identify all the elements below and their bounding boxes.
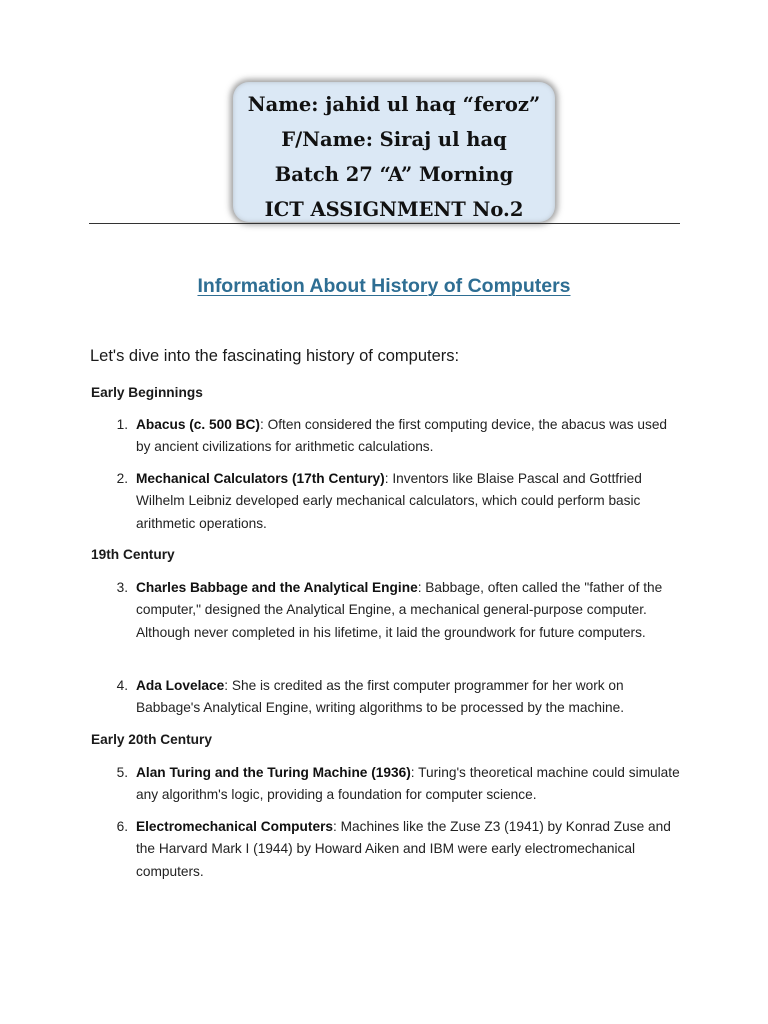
list-item: [108, 414, 680, 459]
list-item-term: Ada Lovelace: [136, 678, 225, 693]
list-item: [108, 762, 680, 807]
header-divider: [89, 223, 680, 224]
section-heading-early-20th-century: Early 20th Century: [91, 732, 212, 747]
section-heading-early-beginnings: Early Beginnings: [91, 385, 203, 400]
list-number: 2.: [116, 471, 128, 486]
list-item: [108, 577, 680, 644]
intro-paragraph: Let's dive into the fascinating history of computers:: [90, 347, 460, 365]
list-item-text: : Babbage, often called the "father of the computer," designed the Analytical Engine, a mechanical general-purpose computer. Although never completed in his lifetime, it laid the groundwork for future computers.: [136, 580, 663, 640]
list-item-term: Alan Turing and the Turing Machine (1936): [136, 765, 411, 780]
section-heading-19th-century: 19th Century: [91, 547, 175, 562]
batch-info: Batch 27 “A” Morning: [274, 163, 514, 186]
list-item: [108, 468, 680, 535]
document-title: Information About History of Computers: [197, 275, 571, 297]
list-number: 4.: [116, 678, 128, 693]
student-name: Name: jahid ul haq “feroz”: [247, 93, 541, 116]
list-item-term: Charles Babbage and the Analytical Engine: [136, 580, 418, 595]
father-name: F/Name: Siraj ul haq: [281, 128, 507, 151]
list-item-text: : She is credited as the first computer programmer for her work on Babbage's Analytical Engine, writing algorithms to be processed by the machine.: [136, 678, 625, 716]
list-number: 5.: [116, 765, 128, 780]
list-item-term: Mechanical Calculators (17th Century): [136, 471, 385, 486]
assignment-title: ICT ASSIGNMENT No.2: [264, 198, 524, 221]
list-item-text: : Inventors like Blaise Pascal and Gottfried Wilhelm Leibniz developed early mechanical calculators, which could perform basic arithmetic operations.: [136, 471, 642, 531]
student-info-box: [233, 82, 555, 222]
list-item-term: Abacus (c. 500 BC): [136, 417, 260, 432]
list-item-text: : Turing's theoretical machine could simulate any algorithm's logic, providing a foundation for computer science.: [136, 765, 680, 803]
list-item-text: : Machines like the Zuse Z3 (1941) by Konrad Zuse and the Harvard Mark I (1944) by Howard Aiken and IBM were early electromechanical computers.: [136, 819, 671, 879]
list-number: 6.: [116, 819, 128, 834]
list-item: [108, 816, 680, 883]
list-number: 3.: [116, 580, 128, 595]
list-item-text: : Often considered the first computing device, the abacus was used by ancient civilizations for arithmetic calculations.: [136, 417, 668, 455]
list-item-term: Electromechanical Computers: [136, 819, 334, 834]
list-number: 1.: [116, 417, 128, 432]
list-item: [108, 675, 680, 720]
